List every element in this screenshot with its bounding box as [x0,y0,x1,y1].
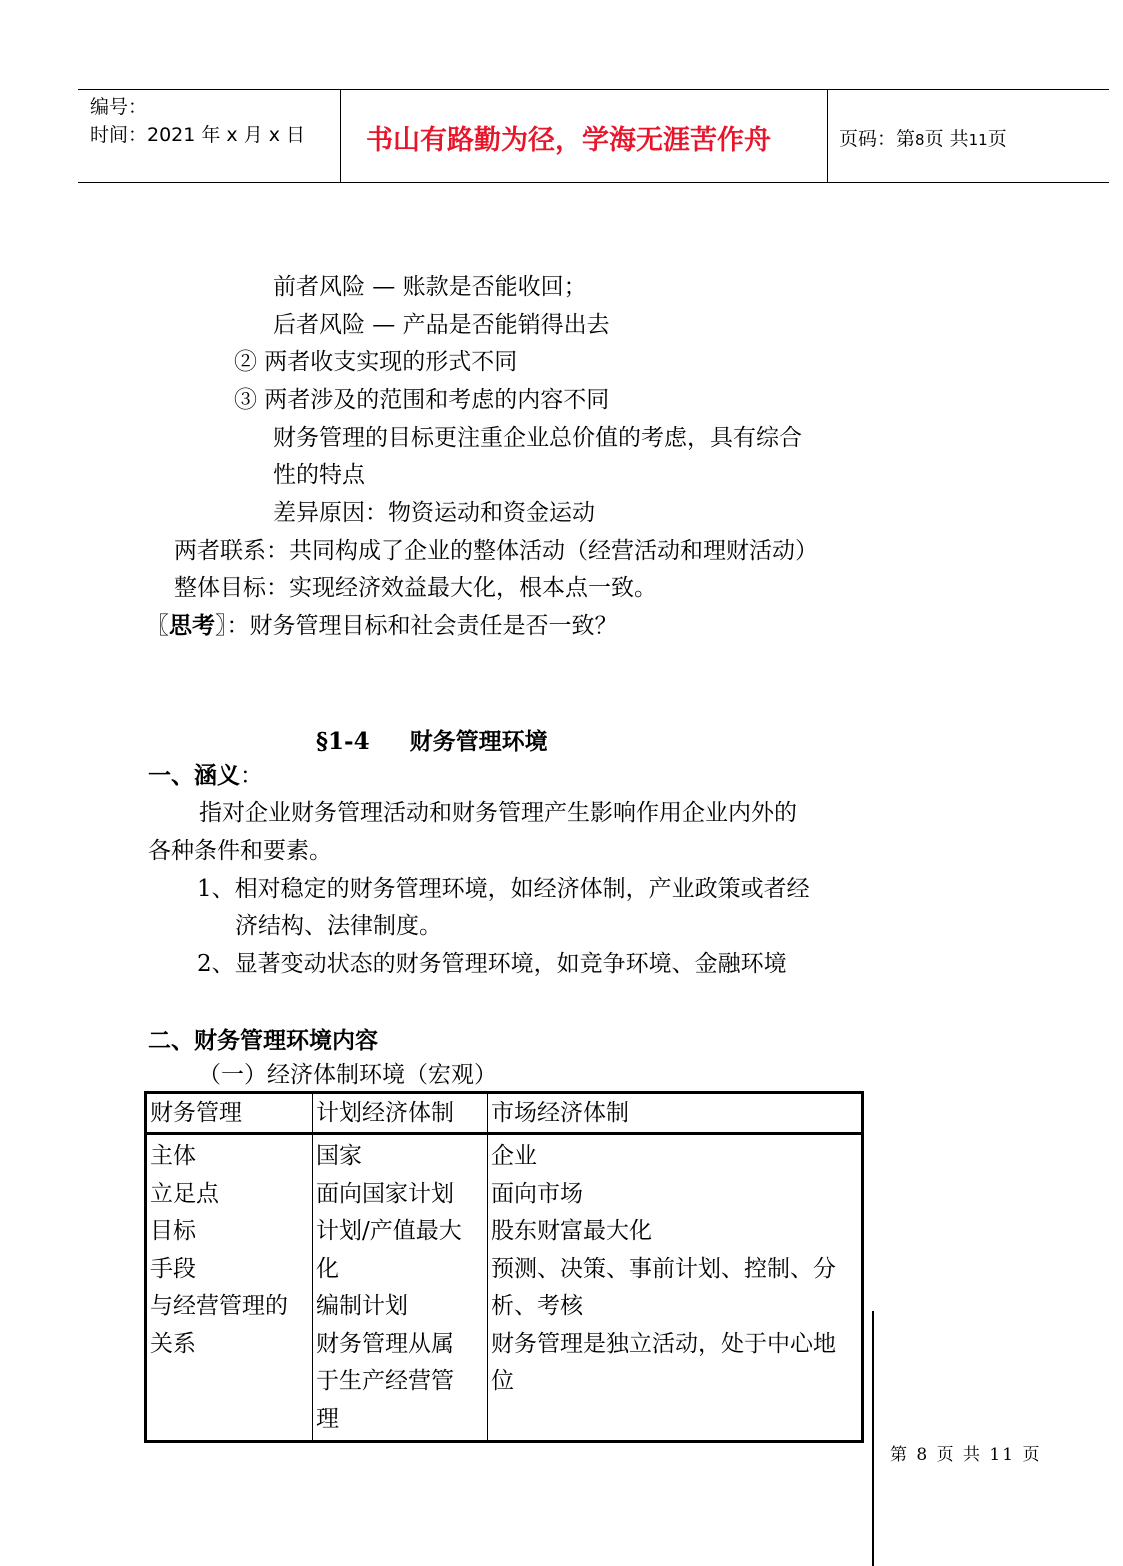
header-divider-right [827,90,828,182]
page-current: 8 [915,131,925,149]
body-line-6: 性的特点 [273,462,365,488]
cell-line: 财务管理是独立活动，处于中心地 [491,1330,836,1357]
subheading-economic-system: （一）经济体制环境（宏观） [198,1062,497,1088]
body-line-4: ③ 两者涉及的范围和考虑的内容不同 [234,387,610,413]
cell-line: 立足点 [150,1180,219,1207]
cell-line: 主体 [150,1143,196,1169]
page-total: 11 [968,131,988,149]
header-id-label: 编号： [90,96,148,118]
header-divider-left [340,90,341,182]
table-header-cell: 计划经济体制 [313,1093,488,1134]
table-header-cell: 市场经济体制 [488,1093,863,1134]
cell-line: 编制计划 [316,1293,408,1319]
header-date: 时间：2021 年 x 月 x 日 [90,124,306,146]
cell-line: 股东财富最大化 [491,1218,652,1244]
section-title: §1-4 财务管理环境 [316,728,548,755]
body-line-2: 后者风险 — 产品是否能销得出去 [273,312,610,338]
think-word: 思考 [169,612,215,639]
cell-line: 与经营管理的 [150,1293,288,1319]
page-suffix: 页 [987,128,1007,150]
definition-line-1: 指对企业财务管理活动和财务管理产生影响作用企业内外的 [199,800,797,826]
header-top-rule [78,89,1109,90]
body-line-1: 前者风险 — 账款是否能收回； [273,274,587,300]
header-motto: 书山有路勤为径，学海无涯苦作舟 [366,125,771,156]
definition-line-2: 各种条件和要素。 [148,838,332,864]
cell-line: 关系 [150,1330,196,1357]
cell-line: 面向市场 [491,1180,583,1207]
cell-line: 于生产经营管 [316,1368,454,1394]
body-line-9: 整体目标：实现经济效益最大化，根本点一致。 [174,575,657,601]
body-line-8: 两者联系：共同构成了企业的整体活动（经营活动和理财活动） [174,538,818,564]
heading-definition-colon: ： [240,763,263,789]
comparison-table [144,1091,864,1443]
heading-environment: 二、财务管理环境内容 [148,1027,378,1054]
page-prefix: 页码：第 [839,128,916,150]
cell-line: 析、考核 [491,1293,583,1319]
margin-vertical-rule [872,1311,874,1566]
think-open: 〖 [146,613,169,639]
think-rest: 〗：财务管理目标和社会责任是否一致？ [215,613,618,639]
cell-line: 理 [316,1405,339,1432]
cell-line: 预测、决策、事前计划、控制、分 [491,1255,836,1282]
cell-line: 目标 [150,1218,196,1244]
table-header-cell: 财务管理 [146,1093,313,1134]
cell-line: 面向国家计划 [316,1180,454,1207]
heading-definition-text: 一、涵义 [148,762,240,789]
heading-definition [148,761,263,791]
footer-page-number: 第 8 页 共 11 页 [890,1445,1042,1465]
item-1-line-2: 济结构、法律制度。 [235,913,442,939]
item-1-line-1: 1、相对稳定的财务管理环境，如经济体制，产业政策或者经 [197,876,810,902]
table-header-row [146,1093,863,1134]
cell-line: 计划/产值最大 [316,1218,462,1244]
item-2: 2、显著变动状态的财务管理环境，如竞争环境、金融环境 [197,951,787,977]
cell-line: 企业 [491,1143,537,1169]
page-mid: 页 共 [924,128,969,150]
body-line-7: 差异原因：物资运动和资金运动 [273,500,595,526]
table-row [146,1134,863,1442]
table-cell-market-economy [488,1134,863,1442]
cell-line: 位 [491,1368,514,1394]
cell-line: 化 [316,1255,339,1282]
header-page-number [839,124,1007,151]
body-line-3: ② 两者收支实现的形式不同 [234,349,518,375]
table-cell-aspects [146,1134,313,1442]
table-cell-planned-economy [313,1134,488,1442]
cell-line: 国家 [316,1143,362,1169]
cell-line: 财务管理从属 [316,1330,454,1357]
cell-line: 手段 [150,1255,196,1282]
header-bottom-rule [78,182,1109,183]
body-line-5: 财务管理的目标更注重企业总价值的考虑，具有综合 [273,425,802,451]
think-question [146,611,618,641]
